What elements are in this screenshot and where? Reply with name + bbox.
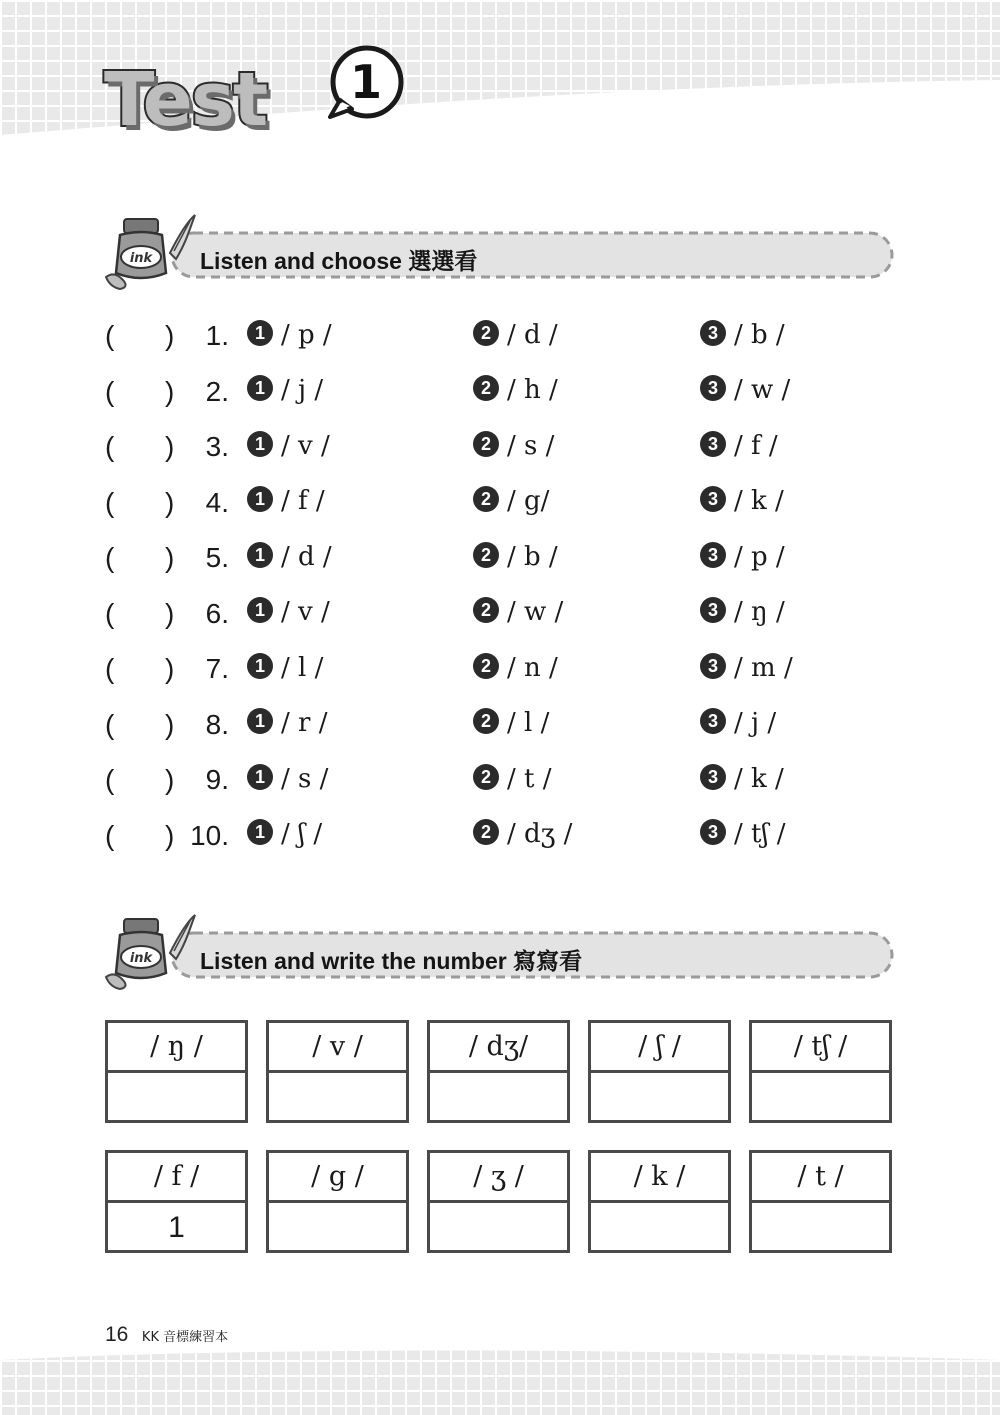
box-answer[interactable]: [430, 1073, 567, 1120]
answer-paren-open: (: [105, 819, 115, 851]
phonetic-symbol: / d /: [507, 319, 558, 350]
box-answer[interactable]: [752, 1073, 889, 1120]
answer-paren-open: (: [105, 708, 115, 740]
phonetic-symbol: / ʃ /: [281, 819, 323, 850]
option-number-badge: 3: [700, 819, 726, 845]
question-row: [105, 539, 905, 579]
answer-paren-close: ): [165, 542, 175, 573]
option-number-badge: 2: [473, 486, 499, 512]
question-number: 8.: [205, 708, 229, 740]
phonetic-symbol: / g/: [507, 486, 550, 517]
phonetic-symbol: / j /: [734, 708, 777, 739]
option-2: [473, 706, 549, 746]
box-answer[interactable]: [269, 1203, 406, 1250]
phonetic-symbol: / v /: [281, 597, 330, 628]
answer-paren-open: (: [105, 320, 115, 351]
phonetic-box: [749, 1150, 892, 1253]
phonetic-symbol: / b /: [734, 319, 785, 350]
section-header-write: [100, 913, 900, 993]
option-number-badge: 2: [473, 653, 499, 679]
phonetic-symbol: / b /: [507, 541, 558, 572]
option-3: [700, 595, 785, 635]
phonetic-symbol: / p /: [281, 319, 332, 350]
phonetic-symbol: / h /: [507, 375, 558, 406]
phonetic-symbol: / j /: [281, 375, 324, 406]
question-number: 1.: [205, 320, 229, 351]
option-number-badge: 2: [473, 375, 499, 401]
question-row: [105, 817, 905, 857]
phonetic-symbol: / ŋ /: [734, 597, 785, 628]
footer-wave: [0, 1335, 1000, 1415]
question-number: 10.: [190, 819, 229, 851]
answer-paren-close: ): [165, 708, 175, 740]
phonetic-box: [266, 1020, 409, 1123]
box-answer[interactable]: [591, 1073, 728, 1120]
ink-label: ink: [129, 251, 153, 266]
option-2: [473, 539, 558, 579]
option-number-badge: 1: [247, 708, 273, 734]
option-3: [700, 817, 786, 857]
phonetic-symbol: / f /: [734, 430, 778, 461]
option-number-badge: 1: [247, 819, 273, 845]
option-1: [247, 650, 323, 690]
question-row: [105, 595, 905, 635]
option-3: [700, 761, 784, 801]
option-number-badge: 2: [473, 542, 499, 568]
box-answer[interactable]: [430, 1203, 567, 1250]
option-number-badge: 1: [247, 597, 273, 623]
phonetic-symbol: / w /: [507, 597, 564, 628]
box-answer[interactable]: [108, 1073, 245, 1120]
option-1: [247, 817, 322, 857]
answer-paren-close: ): [165, 653, 175, 684]
box-answer[interactable]: [752, 1203, 889, 1250]
box-answer[interactable]: [591, 1203, 728, 1250]
option-1: [247, 373, 323, 413]
ink-bottle-icon: [100, 213, 200, 293]
section-title-write: Listen and write the number 寫寫看: [200, 948, 583, 974]
phonetic-symbol: / k /: [734, 486, 784, 517]
phonetic-symbol: / dʒ /: [507, 819, 573, 850]
question-number: 5.: [205, 542, 229, 573]
option-number-badge: 1: [247, 486, 273, 512]
answer-paren-open: (: [105, 653, 115, 684]
phonetic-symbol: / s /: [281, 763, 329, 794]
answer-paren-open: (: [105, 597, 115, 629]
box-symbol: / g /: [269, 1153, 406, 1203]
box-symbol: / ʃ /: [591, 1023, 728, 1073]
phonetic-box: [105, 1150, 248, 1253]
option-1: [247, 317, 332, 357]
option-number-badge: 3: [700, 764, 726, 790]
box-symbol: / f /: [108, 1153, 245, 1203]
phonetic-symbol: / l /: [281, 652, 324, 683]
option-2: [473, 428, 554, 468]
option-number-badge: 3: [700, 486, 726, 512]
answer-paren-open: (: [105, 486, 115, 518]
phonetic-symbol: / p /: [734, 541, 785, 572]
option-number-badge: 2: [473, 597, 499, 623]
book-title: KK 音標練習本: [141, 1330, 229, 1345]
phonetic-symbol: / l /: [507, 708, 550, 739]
option-1: [247, 484, 325, 524]
option-number-badge: 3: [700, 320, 726, 346]
box-symbol: / ŋ /: [108, 1023, 245, 1073]
option-number-badge: 1: [247, 653, 273, 679]
phonetic-symbol: / w /: [734, 375, 791, 406]
section-title-choose: Listen and choose 選選看: [200, 248, 478, 274]
phonetic-symbol: / t /: [507, 763, 552, 794]
phonetic-symbol: / s /: [507, 430, 555, 461]
phonetic-box: [588, 1020, 731, 1123]
question-row: [105, 428, 905, 468]
option-number-badge: 3: [700, 653, 726, 679]
option-2: [473, 650, 558, 690]
phonetic-box: [588, 1150, 731, 1253]
question-row: [105, 761, 905, 801]
box-answer[interactable]: [269, 1073, 406, 1120]
option-number-badge: 3: [700, 542, 726, 568]
page-number: 16: [105, 1323, 129, 1346]
option-number-badge: 2: [473, 708, 499, 734]
option-2: [473, 761, 552, 801]
question-row: [105, 706, 905, 746]
question-number: 6.: [205, 597, 229, 629]
option-number-badge: 2: [473, 320, 499, 346]
option-number-badge: 1: [247, 542, 273, 568]
answer-paren-close: ): [165, 486, 175, 518]
question-row: [105, 373, 905, 413]
phonetic-symbol: / r /: [281, 708, 328, 739]
answer-paren-close: ): [165, 375, 175, 407]
box-symbol: / dʒ/: [430, 1023, 567, 1073]
option-number-badge: 3: [700, 431, 726, 457]
answer-paren-open: (: [105, 375, 115, 407]
box-answer[interactable]: 1: [168, 1211, 185, 1244]
option-number-badge: 2: [473, 431, 499, 457]
phonetic-symbol: / tʃ /: [734, 819, 786, 850]
box-symbol: / k /: [591, 1153, 728, 1203]
option-number-badge: 2: [473, 819, 499, 845]
option-number-badge: 2: [473, 764, 499, 790]
option-1: [247, 428, 330, 468]
page-title: [100, 45, 420, 155]
answer-paren-close: ): [165, 764, 175, 795]
page-footer: [105, 1323, 228, 1347]
phonetic-box: [266, 1150, 409, 1253]
option-1: [247, 706, 327, 746]
option-number-badge: 1: [247, 764, 273, 790]
answer-paren-open: (: [105, 764, 115, 795]
box-symbol: / t /: [752, 1153, 889, 1203]
option-1: [247, 761, 328, 801]
phonetic-symbol: / k /: [734, 763, 784, 794]
option-3: [700, 428, 778, 468]
question-row: [105, 484, 905, 524]
option-number-badge: 1: [247, 431, 273, 457]
phonetic-box: [749, 1020, 892, 1123]
answer-paren-close: ): [165, 431, 175, 462]
question-number: 9.: [205, 764, 229, 795]
section-header-choose: [100, 213, 900, 293]
phonetic-symbol: / v /: [281, 430, 330, 461]
phonetic-symbol: / m /: [734, 652, 793, 683]
option-3: [700, 484, 784, 524]
phonetic-symbol: / n /: [507, 652, 558, 683]
option-2: [473, 317, 558, 357]
option-3: [700, 650, 793, 690]
option-number-badge: 1: [247, 375, 273, 401]
title-number: 1: [349, 55, 382, 109]
question-number: 3.: [205, 431, 229, 462]
option-3: [700, 373, 790, 413]
option-3: [700, 317, 785, 357]
ink-label: ink: [129, 951, 153, 966]
option-2: [473, 484, 549, 524]
option-number-badge: 3: [700, 708, 726, 734]
answer-paren-close: ): [165, 597, 175, 629]
box-symbol: / tʃ /: [752, 1023, 889, 1073]
answer-paren-open: (: [105, 431, 115, 462]
option-number-badge: 3: [700, 597, 726, 623]
question-number: 4.: [205, 486, 229, 518]
phonetic-box: [105, 1020, 248, 1123]
phonetic-box: [427, 1020, 570, 1123]
box-symbol: / ʒ /: [430, 1153, 567, 1203]
question-row: [105, 317, 905, 357]
phonetic-box: [427, 1150, 570, 1253]
phonetic-symbol: / d /: [281, 541, 332, 572]
option-2: [473, 373, 558, 413]
answer-paren-close: ): [165, 320, 175, 351]
option-2: [473, 817, 572, 857]
box-symbol: / v /: [269, 1023, 406, 1073]
option-3: [700, 539, 785, 579]
question-row: [105, 650, 905, 690]
option-1: [247, 539, 332, 579]
phonetic-symbol: / f /: [281, 486, 325, 517]
answer-paren-open: (: [105, 542, 115, 573]
option-number-badge: 3: [700, 375, 726, 401]
option-1: [247, 595, 330, 635]
answer-paren-close: ): [165, 819, 175, 851]
title-word: Test: [104, 57, 267, 143]
option-3: [700, 706, 776, 746]
question-number: 7.: [205, 653, 229, 684]
option-number-badge: 1: [247, 320, 273, 346]
question-number: 2.: [205, 375, 229, 407]
option-2: [473, 595, 563, 635]
ink-bottle-icon: [100, 913, 200, 993]
